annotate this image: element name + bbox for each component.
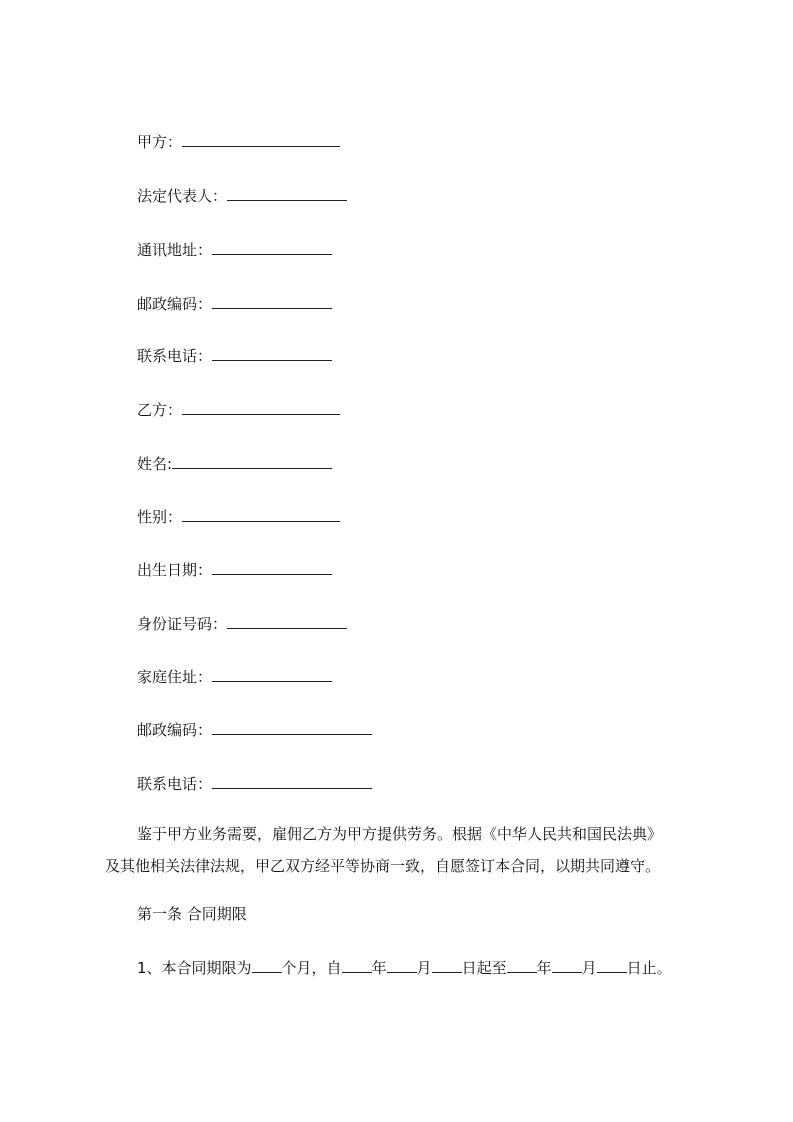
birth-label: 出生日期：: [137, 561, 213, 579]
preamble-line-1: 鉴于甲方业务需要，雇佣乙方为甲方提供劳务。根据《中华人民共和国民法典》: [137, 825, 663, 843]
gender-row: [137, 507, 340, 527]
postcode-a-label: 邮政编码：: [137, 295, 213, 313]
postcode-a-blank[interactable]: [212, 294, 332, 309]
home-blank[interactable]: [212, 667, 332, 682]
home-label: 家庭住址：: [137, 668, 213, 686]
gender-label: 性别：: [137, 508, 183, 526]
phone-b-row: [137, 774, 372, 794]
id-blank[interactable]: [227, 614, 347, 629]
postcode-b-row: [137, 720, 372, 740]
postcode-b-blank[interactable]: [212, 720, 372, 735]
birth-blank[interactable]: [212, 560, 332, 575]
name-blank[interactable]: [172, 454, 332, 469]
phone-a-row: [137, 346, 332, 366]
party-a-row: [137, 132, 340, 152]
party-b-blank[interactable]: [182, 400, 340, 415]
postcode-a-row: [137, 294, 332, 314]
months-blank[interactable]: [252, 958, 282, 973]
home-row: [137, 667, 332, 687]
address-blank[interactable]: [212, 240, 332, 255]
phone-a-blank[interactable]: [212, 346, 332, 361]
name-row: [137, 454, 332, 474]
party-b-label: 乙方：: [137, 401, 183, 419]
legal-rep-label: 法定代表人：: [137, 187, 228, 205]
birth-row: [137, 560, 332, 580]
id-row: [137, 614, 347, 634]
name-label: 姓名:: [137, 455, 173, 473]
party-b-row: [137, 400, 340, 420]
party-a-label: 甲方：: [137, 133, 183, 151]
legal-rep-blank[interactable]: [227, 186, 347, 201]
preamble: [105, 818, 725, 882]
end-year-blank[interactable]: [507, 958, 537, 973]
gender-blank[interactable]: [182, 507, 340, 522]
party-a-blank[interactable]: [182, 132, 340, 147]
article-1-heading: 第一条 合同期限: [137, 905, 247, 923]
address-row: [137, 240, 332, 260]
id-label: 身份证号码：: [137, 615, 228, 633]
legal-rep-row: [137, 186, 347, 206]
preamble-line-2: 及其他相关法律法规，甲乙双方经平等协商一致，自愿签订本合同，以期共同遵守。: [105, 857, 661, 875]
start-day-blank[interactable]: [432, 958, 462, 973]
address-label: 通讯地址：: [137, 241, 213, 259]
postcode-b-label: 邮政编码：: [137, 721, 213, 739]
start-month-blank[interactable]: [387, 958, 417, 973]
phone-a-label: 联系电话：: [137, 347, 213, 365]
end-day-blank[interactable]: [597, 958, 627, 973]
start-year-blank[interactable]: [342, 958, 372, 973]
phone-b-label: 联系电话：: [137, 775, 213, 793]
end-month-blank[interactable]: [552, 958, 582, 973]
article-1-clause: 1、本合同期限为 个月，自 年 月 日起至 年 月 日止。: [137, 959, 672, 977]
phone-b-blank[interactable]: [212, 774, 372, 789]
